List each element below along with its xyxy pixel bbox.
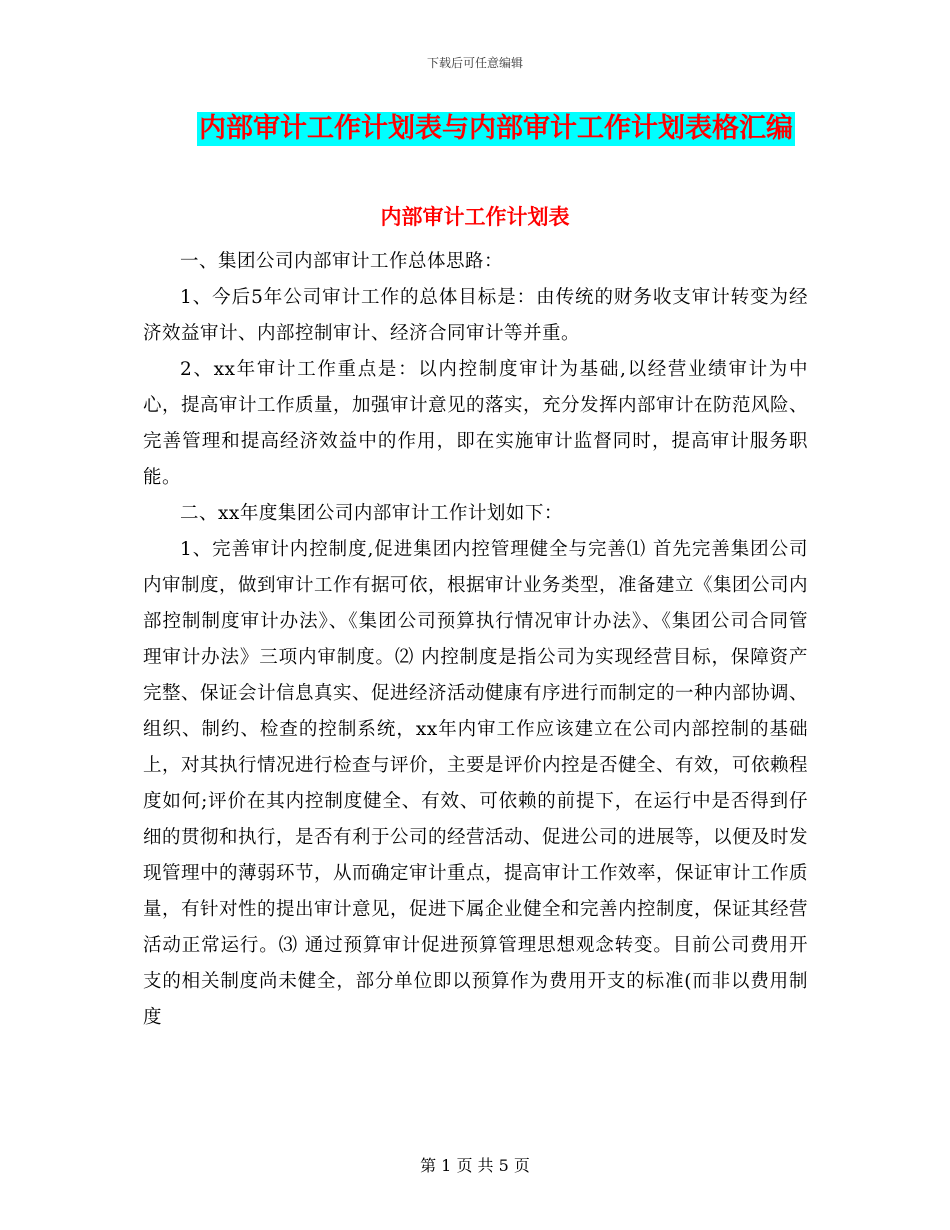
paragraph: 1、今后5年公司审计工作的总体目标是：由传统的财务收支审计转变为经济效益审计、内部控制审计、经济合同审计等并重。	[143, 287, 808, 344]
document-body	[143, 244, 808, 1036]
paragraph: 1、完善审计内控制度,促进集团内控管理健全与完善⑴ 首先完善集团公司内审制度，做到审计工作有据可依，根据审计业务类型，准备建立《集团公司内部控制制度审计办法》、《集团公司预算执行情况审计办法》、《集团公司合同管理审计办法》三项内审制度。⑵ 内控制度是指公司为实现经营目标，保障资产完整、保证会计信息真实、促进经济活动健康有序进行而制定的一种内部协调、组织、制约、检查的控制系统，xx年内审工作应该建立在公司内部控制的基础上，对其执行情况进行检查与评价，主要是评价内控是否健全、有效，可依赖程度如何;评价在其内控制度健全、有效、可依赖的前提下，在运行中是否得到仔细的贯彻和执行，是否有利于公司的经营活动、促进公司的进展等，以便及时发现管理中的薄弱环节，从而确定审计重点，提高审计工作效率，保证审计工作质量，有针对性的提出审计意见，促进下属企业健全和完善内控制度，保证其经营活动正常运行。⑶ 通过预算审计促进预算管理思想观念转变。目前公司费用开支的相关制度尚未健全，部分单位即以预算作为费用开支的标准(而非以费用制度	[143, 539, 809, 1028]
sub-title: 内部审计工作计划表	[380, 205, 570, 229]
paragraph: 2、xx年审计工作重点是：以内控制度审计为基础,以经营业绩审计为中心，提高审计工作质量，加强审计意见的落实，充分发挥内部审计在防范风险、完善管理和提高经济效益中的作用，即在实施审计监督同时，提高审计服务职能。	[143, 359, 809, 488]
main-title-wrap	[0, 112, 950, 146]
paragraph: 一、集团公司内部审计工作总体思路：	[180, 251, 504, 272]
header-note: 下载后可任意编辑	[426, 56, 523, 70]
paragraph: 二、xx年度集团公司内部审计工作计划如下：	[180, 503, 563, 524]
main-title: 内部审计工作计划表与内部审计工作计划表格汇编	[199, 113, 793, 144]
page-footer: 第 1 页 共 5 页	[420, 1156, 530, 1175]
